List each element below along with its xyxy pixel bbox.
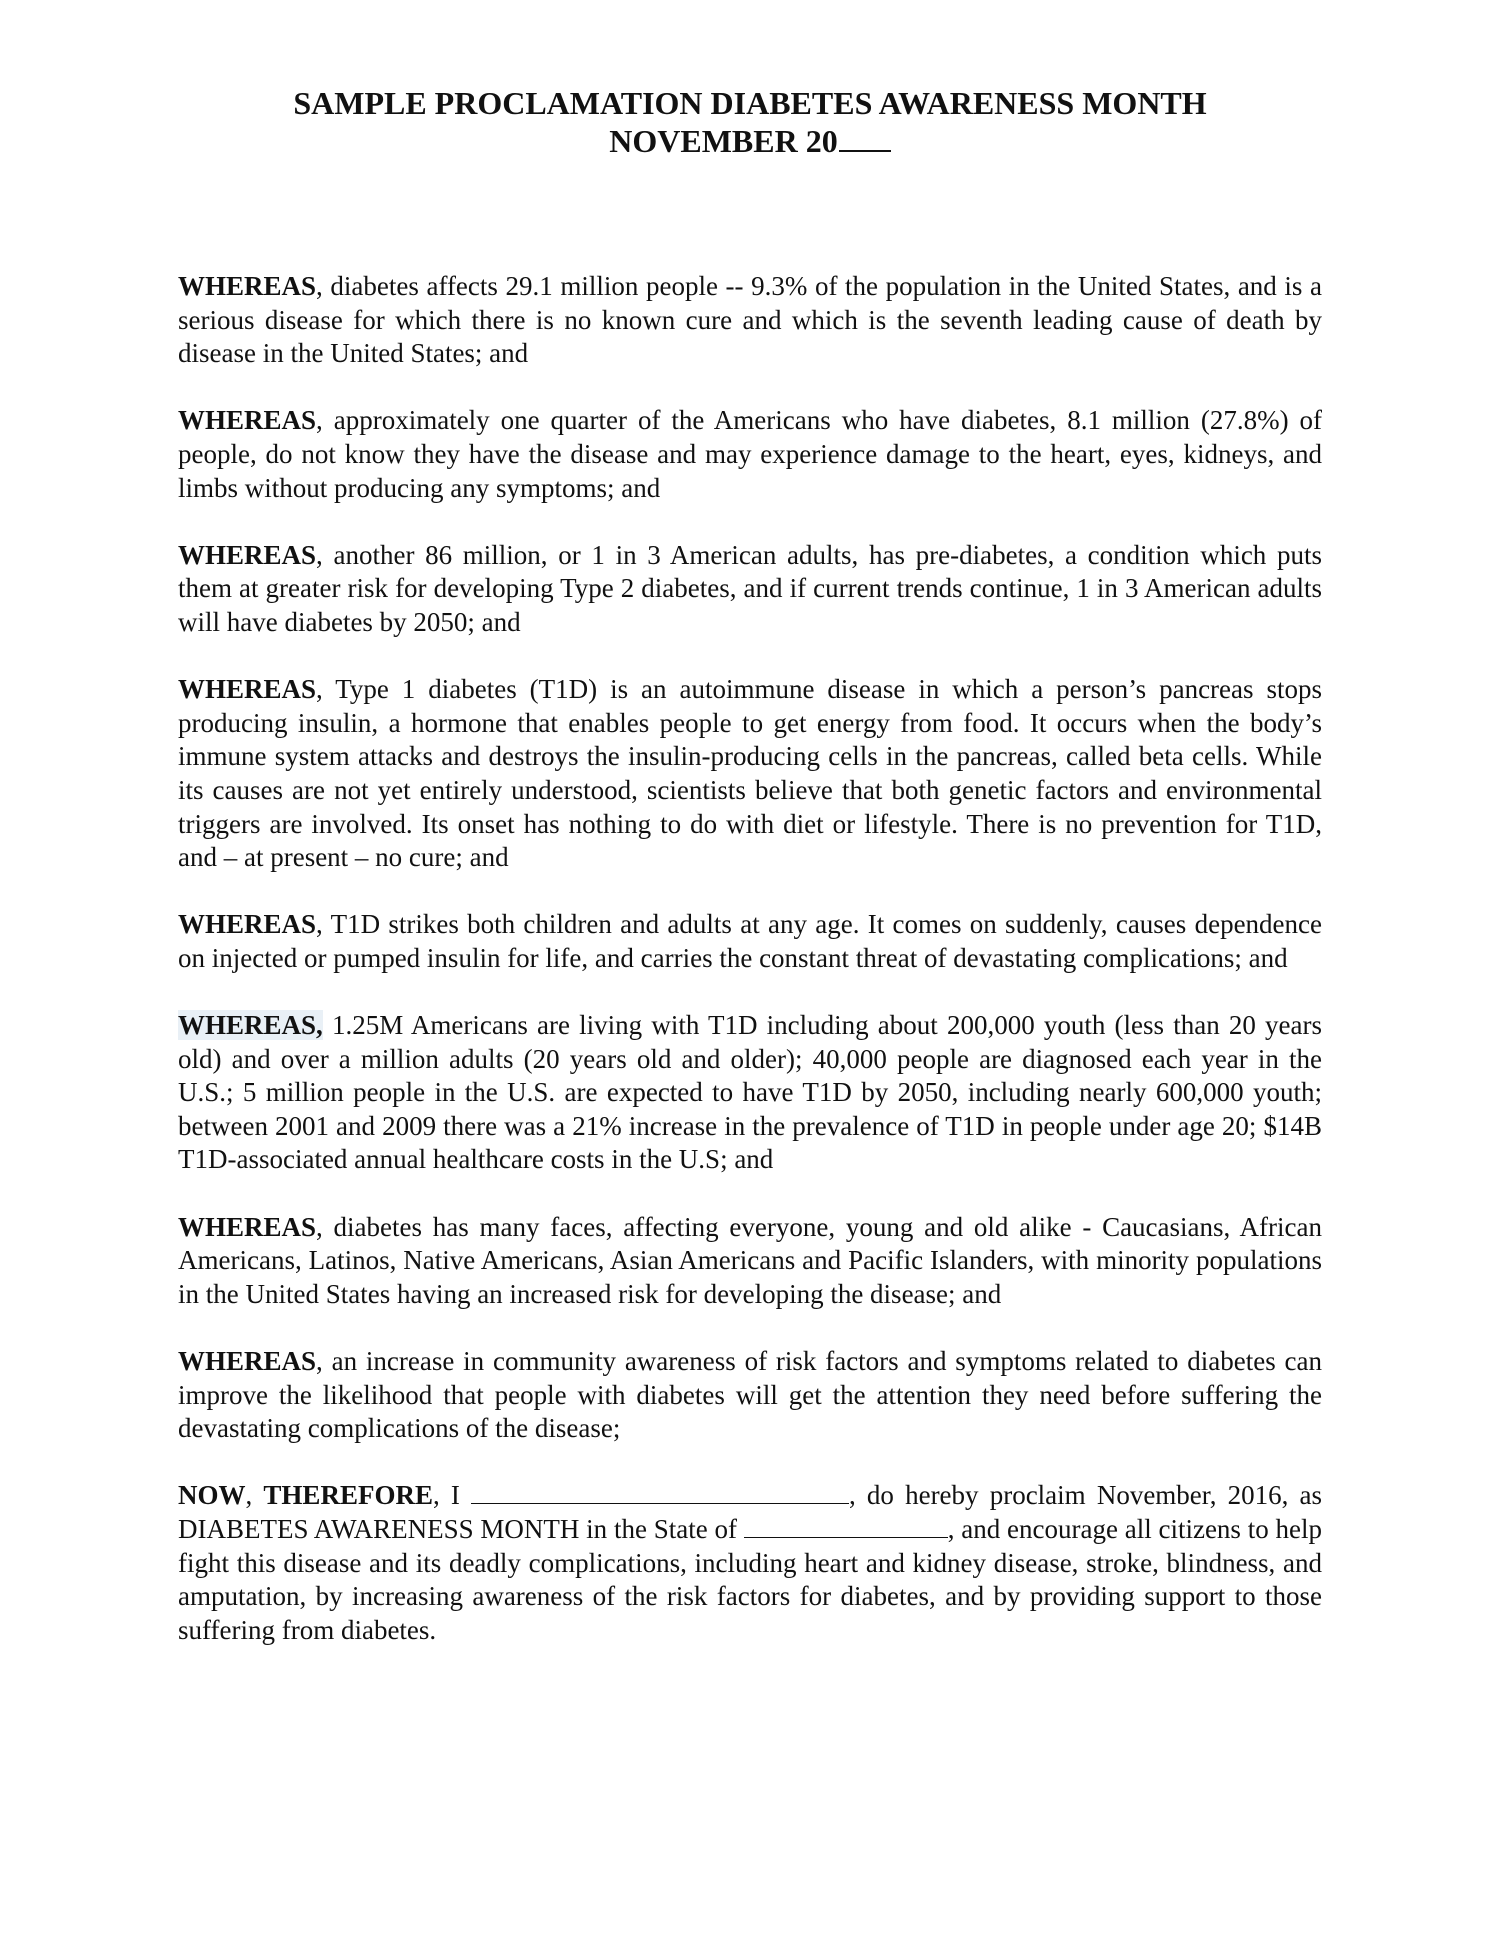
therefore-keyword: THEREFORE [263,1480,433,1511]
whereas-paragraph-5 [178,908,1322,975]
whereas-paragraph-6 [178,1009,1322,1177]
whereas-paragraph-4 [178,673,1322,875]
document-body [178,270,1322,1681]
paragraph-text: , Type 1 diabetes (T1D) is an autoimmune disease in which a person’s pancreas stops producing insulin, a hormone that enables people to get energy from food. It occurs when the body’s immune system attacks and destroys the insulin-producing cells in the pancreas, called beta cells. While its causes are not yet entirely understood, scientists believe that both genetic factors and environmental triggers are involved. Its onset has nothing to do with diet or lifestyle. There is no prevention for T1D, and – at present – no cure; and [178,674,1322,873]
whereas-paragraph-3 [178,539,1322,640]
whereas-paragraph-8 [178,1345,1322,1446]
whereas-keyword: WHEREAS [178,1211,317,1242]
closing-text-before-name: , I [432,1480,472,1511]
year-blank [839,124,891,152]
closing-comma: , [245,1480,264,1511]
closing-text-after-name: , do hereby proclaim November, 2016, as DIABETES AWARENESS MONTH in the State of [178,1480,1323,1544]
whereas-keyword: WHEREAS [178,539,317,570]
closing-text-after-state: , and encourage all citizens to help fight this disease and its deadly complications, including heart and kidney disease, stroke, blindness, and amputation, by increasing awareness of the risk factors for diabetes, and by providing support to those suffering from diabetes. [178,1513,1322,1645]
title-line-2-text: NOVEMBER 20 [609,123,838,159]
paragraph-text: , diabetes has many faces, affecting everyone, young and old alike - Caucasians, African Americans, Latinos, Native Americans, Asian Americans and Pacific Islanders, with minority populations in the United States having an increased risk for developing the disease; and [178,1211,1322,1309]
document-title [0,84,1500,160]
whereas-keyword: WHEREAS [178,674,317,705]
title-line-2 [0,122,1500,160]
paragraph-text: , an increase in community awareness of risk factors and symptoms related to diabetes can improve the likelihood that people with diabetes will get the attention they need before suffering the devastating complications of the disease; [178,1346,1322,1444]
now-keyword: NOW [178,1480,246,1511]
whereas-keyword: WHEREAS [178,405,317,436]
official-name-blank[interactable] [471,1479,849,1504]
whereas-keyword: WHEREAS [178,1346,317,1376]
paragraph-text: 1.25M Americans are living with T1D including about 200,000 youth (less than 20 years old) and over a million adults (20 years old and older); 40,000 people are diagnosed each year in the U.S.; 5 million people in the U.S. are expected to have T1D by 2050, including nearly 600,000 youth; between 2001 and 2009 there was a 21% increase in the prevalence of T1D in people under age 20; $14B T1D-associated annual healthcare costs in the U.S; and [178,1010,1322,1175]
whereas-paragraph-1 [178,270,1322,371]
whereas-keyword-highlighted: WHEREAS, [178,1010,323,1041]
paragraph-text: , approximately one quarter of the Americans who have diabetes, 8.1 million (27.8%) of people, do not know they have the disease and may experience damage to the heart, eyes, kidneys, and limbs without producing any symptoms; and [178,405,1322,503]
whereas-paragraph-2 [178,404,1322,505]
paragraph-text: , another 86 million, or 1 in 3 American adults, has pre-diabetes, a condition which puts them at greater risk for developing Type 2 diabetes, and if current trends continue, 1 in 3 American adults will have diabetes by 2050; and [178,539,1322,637]
state-name-blank[interactable] [744,1513,948,1538]
paragraph-text: , diabetes affects 29.1 million people -- 9.3% of the population in the United States, and is a serious disease for which there is no known cure and which is the seventh leading cause of death by disease in the United States; and [178,271,1322,369]
closing-paragraph [178,1479,1322,1647]
title-line-1: SAMPLE PROCLAMATION DIABETES AWARENESS MONTH [293,85,1207,121]
whereas-paragraph-7 [178,1211,1322,1312]
whereas-keyword: WHEREAS [178,271,317,301]
paragraph-text: , T1D strikes both children and adults at any age. It comes on suddenly, causes dependence on injected or pumped insulin for life, and carries the constant threat of devastating complications; and [178,909,1322,973]
whereas-keyword: WHEREAS [178,909,317,940]
